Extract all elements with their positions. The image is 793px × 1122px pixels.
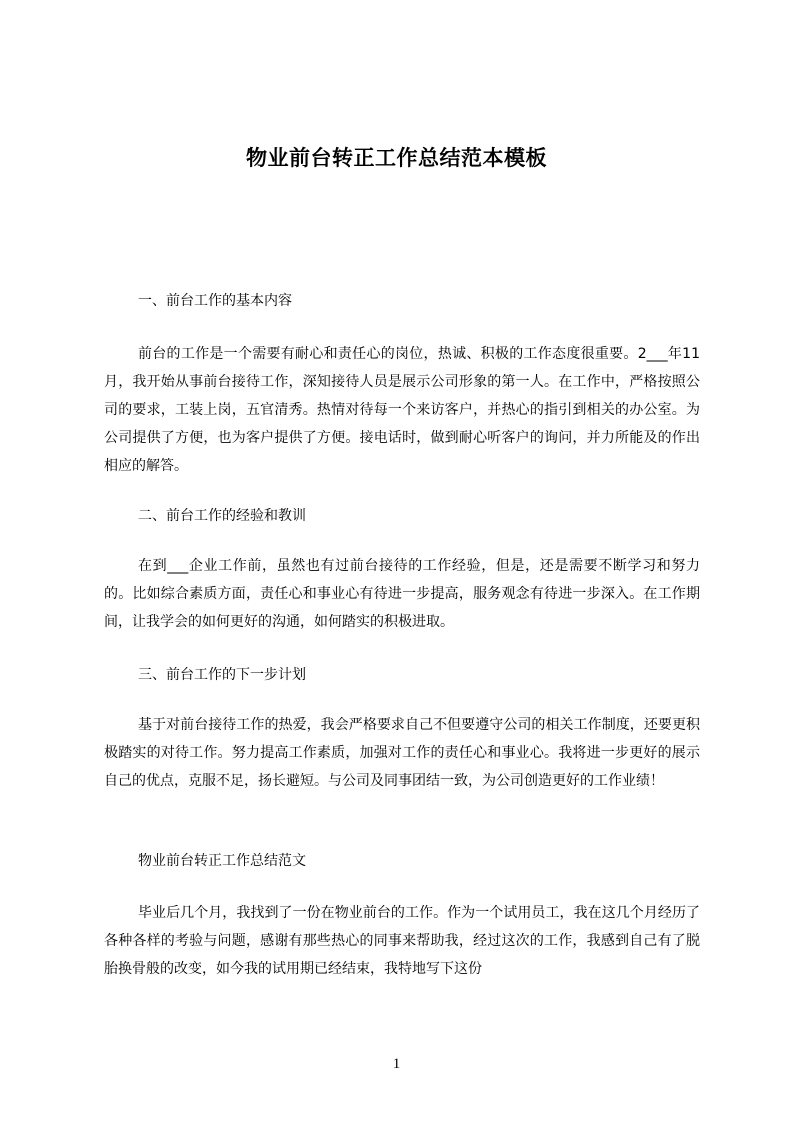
document-title: 物业前台转正工作总结范本模板 xyxy=(246,146,547,170)
section-paragraph-1: 前台的工作是一个需要有耐心和责任心的岗位，热诚、积极的工作态度很重要。2___年11月，我开始从事前台接待工作，深知接待人员是展示公司形象的第一人。在工作中，严格按照公司的要求，工装上岗，五官清秀。热情对待每一个来访客户，并热心的指引到相关的办公室。为公司提供了方便，也为客户提供了方便。接电话时，做到耐心听客户的询问，并力所能及的作出相应的解答。 xyxy=(104,346,700,474)
section-paragraph-4: 毕业后几个月，我找到了一份在物业前台的工作。作为一个试用员工，我在这几个月经历了各种各样的考验与问题，感谢有那些热心的同事来帮助我，经过这次的工作，我感到自己有了脱胎换骨般的改变，如今我的试用期已经结束，我特地写下这份 xyxy=(104,905,700,977)
section-paragraph-3: 基于对前台接待工作的热爱，我会严格要求自己不但要遵守公司的相关工作制度，还要更积极踏实的对待工作。努力提高工作素质，加强对工作的责任心和事业心。我将进一步更好的展示自己的优点，克服不足，扬长避短。与公司及同事团结一致，为公司创造更好的工作业绩！ xyxy=(104,717,700,789)
section-heading-3: 三、前台工作的下一步计划 xyxy=(138,667,306,683)
section-heading-4: 物业前台转正工作总结范文 xyxy=(138,853,306,869)
section-paragraph-2: 在到___企业工作前，虽然也有过前台接待的工作经验，但是，还是需要不断学习和努力的。比如综合素质方面，责任心和事业心有待进一步提高，服务观念有待进一步深入。在工作期间，让我学会的如何更好的沟通，如何踏实的积极进取。 xyxy=(104,558,700,630)
page-number: 1 xyxy=(392,1056,401,1072)
section-heading-1: 一、前台工作的基本内容 xyxy=(138,293,292,309)
section-heading-2: 二、前台工作的经验和教训 xyxy=(138,508,306,524)
